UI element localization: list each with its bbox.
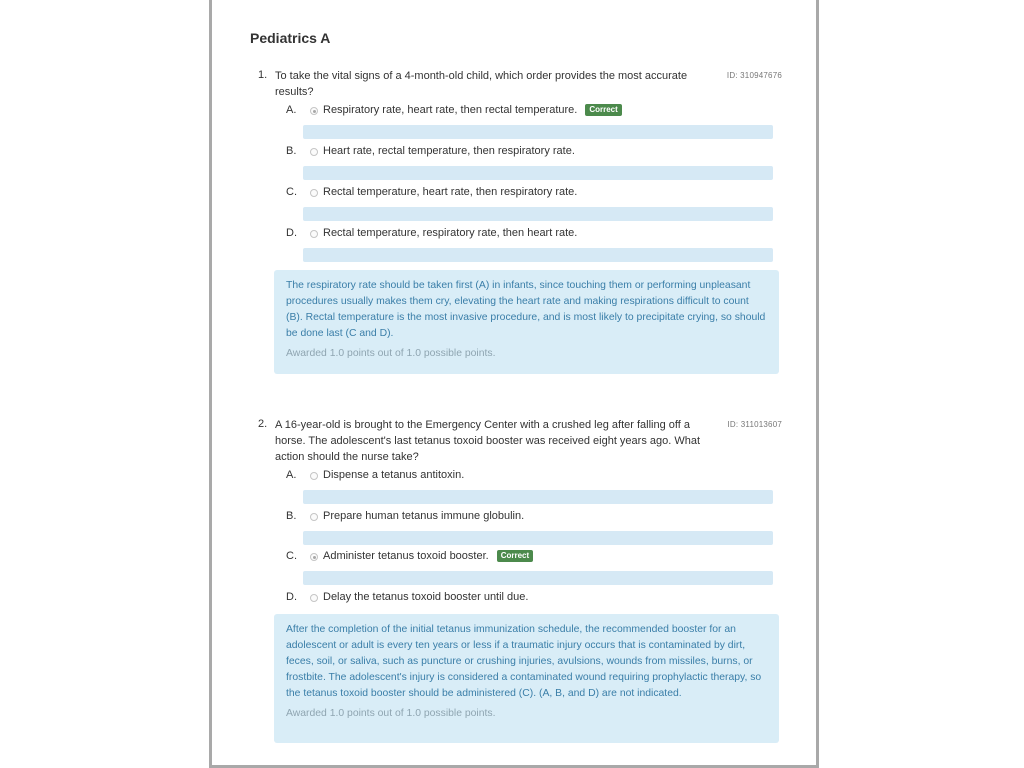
radio-icon [310, 148, 318, 156]
option-text: Heart rate, rectal temperature, then respiratory rate. [323, 145, 575, 157]
radio-icon [310, 189, 318, 197]
explanation-text: The respiratory rate should be taken first (A) in infants, since touching them or performing unpleasant procedures usually makes them cry, elevating the heart rate and making respirations difficult to count (B). Rectal temperature is the most invasive procedure, and is most likely to precipitate crying, so should be done last (C and D). [286, 280, 766, 339]
option-text: Rectal temperature, respiratory rate, then heart rate. [323, 227, 578, 239]
correct-badge: Correct [497, 550, 533, 562]
feedback-bar [303, 125, 773, 139]
feedback-bar [303, 490, 773, 504]
radio-selected-icon [310, 553, 318, 561]
feedback-bar [303, 248, 773, 262]
option-text: Administer tetanus toxoid booster. [323, 550, 489, 562]
quiz-page [209, 0, 819, 768]
question-text: A 16-year-old is brought to the Emergency Center with a crushed leg after falling off a horse. The adolescent's last tetanus toxoid booster was received eight years ago. What action should the nurse take? [275, 419, 701, 463]
radio-icon [310, 594, 318, 602]
question-text: To take the vital signs of a 4-month-old child, which order provides the most accurate results? [275, 70, 688, 98]
option-letter: A. [286, 104, 297, 116]
option-text: Dispense a tetanus antitoxin. [323, 469, 465, 481]
option-text: Rectal temperature, heart rate, then respiratory rate. [323, 186, 578, 198]
correct-badge: Correct [585, 104, 621, 116]
option-letter: C. [286, 186, 297, 198]
feedback-bar [303, 166, 773, 180]
radio-icon [310, 472, 318, 480]
option-letter: B. [286, 510, 297, 522]
radio-icon [310, 230, 318, 238]
awarded-points: Awarded 1.0 points out of 1.0 possible points. [286, 348, 496, 359]
feedback-bar [303, 207, 773, 221]
option-text: Respiratory rate, heart rate, then rectal temperature. [323, 104, 578, 116]
option-letter: A. [286, 469, 297, 481]
question-id: ID: 310947676 [726, 71, 782, 80]
explanation-text: After the completion of the initial tetanus immunization schedule, the recommended booster for an adolescent or adult is every ten years or less if a traumatic injury occurs that is contaminated by dirt, feces, soil, or saliva, such as puncture or crushing injuries, avulsions, wounds from missiles, burns, or frostbite. The adolescent's injury is considered a contaminated wound requiring prophylactic therapy, so the tetanus toxoid booster should be administered (C). (A, B, and D) are not indicated. [286, 624, 762, 699]
feedback-bar [303, 571, 773, 585]
page-title: Pediatrics A [250, 30, 331, 46]
explanation-box [274, 270, 779, 374]
awarded-points: Awarded 1.0 points out of 1.0 possible points. [286, 708, 496, 719]
question-number: 1. [258, 69, 268, 81]
feedback-bar [303, 531, 773, 545]
option-letter: C. [286, 550, 297, 562]
option-letter: B. [286, 145, 297, 157]
explanation-box [274, 614, 779, 743]
question-id: ID: 311013607 [727, 420, 782, 429]
radio-selected-icon [310, 107, 318, 115]
option-letter: D. [286, 227, 297, 239]
option-letter: D. [286, 591, 297, 603]
option-text: Delay the tetanus toxoid booster until due. [323, 591, 529, 603]
option-text: Prepare human tetanus immune globulin. [323, 510, 525, 522]
question-number: 2. [258, 418, 268, 430]
radio-icon [310, 513, 318, 521]
